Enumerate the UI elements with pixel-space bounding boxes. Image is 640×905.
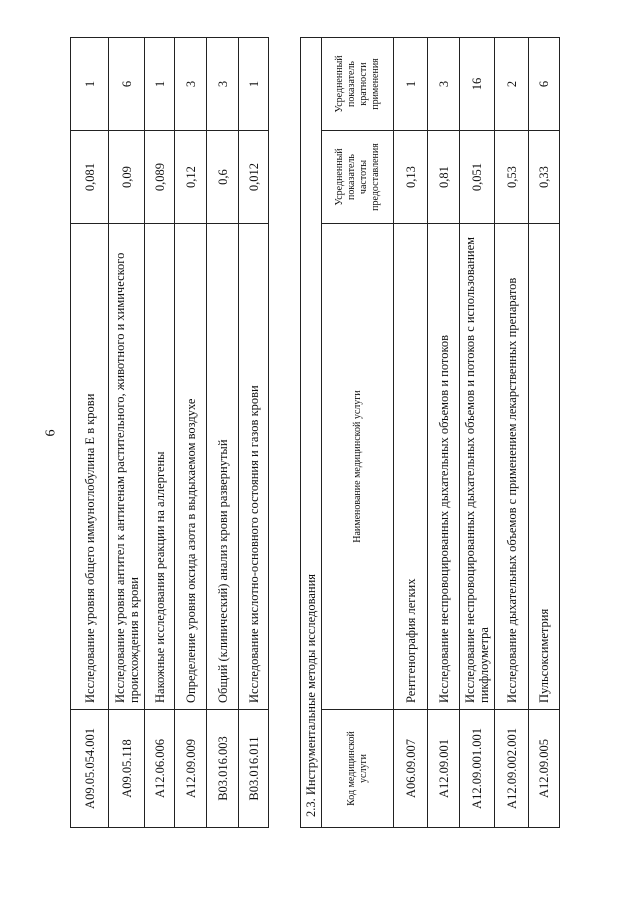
multiplicity-value: 1 [145, 38, 175, 131]
service-name: Накожные исследования реакции на аллергены [145, 224, 175, 710]
frequency-value: 0,09 [109, 131, 145, 224]
table-row [428, 37, 460, 827]
frequency-value: 0,53 [495, 131, 529, 224]
service-name: Исследование уровня антител к антигенам растительного, животного и химического происхождения в крови [109, 224, 145, 710]
frequency-value: 0,012 [239, 131, 269, 224]
frequency-value: 0,33 [529, 131, 560, 224]
multiplicity-value: 3 [428, 37, 460, 130]
multiplicity-value: 6 [109, 38, 145, 131]
service-name: Исследование уровня общего иммуноглобулина Е в крови [71, 224, 109, 710]
frequency-value: 0,6 [207, 131, 239, 224]
service-code: A12.09.001.001 [460, 710, 495, 828]
service-code: A06.09.007 [394, 710, 428, 828]
table-row [71, 38, 109, 828]
table-row [394, 37, 428, 827]
service-code: A12.06.006 [145, 710, 175, 828]
service-code: B03.016.003 [207, 710, 239, 828]
service-code: A12.09.005 [529, 710, 560, 828]
table-row [109, 38, 145, 828]
service-name: Исследование неспровоцированных дыхательных объемов и потоков с использованием пикфлоуметра [460, 224, 495, 710]
multiplicity-value: 1 [239, 38, 269, 131]
section-title: 2.3. Инструментальные методы исследования [301, 37, 322, 827]
multiplicity-value: 3 [175, 38, 207, 131]
service-code: B03.016.011 [239, 710, 269, 828]
multiplicity-value: 2 [495, 37, 529, 130]
service-name: Пульсоксиметрия [529, 224, 560, 710]
table-row [145, 38, 175, 828]
service-name: Общий (клинический) анализ крови развернутый [207, 224, 239, 710]
frequency-value: 0,081 [71, 131, 109, 224]
service-name: Исследование неспровоцированных дыхательных объемов и потоков [428, 224, 460, 710]
table-row [529, 37, 560, 827]
service-name: Рентгенография легких [394, 224, 428, 710]
service-code: A09.05.118 [109, 710, 145, 828]
service-name: Определение уровня оксида азота в выдыхаемом воздухе [175, 224, 207, 710]
service-code: A12.09.002.001 [495, 710, 529, 828]
frequency-value: 0,051 [460, 131, 495, 224]
frequency-value: 0,13 [394, 131, 428, 224]
multiplicity-value: 1 [71, 38, 109, 131]
frequency-value: 0,81 [428, 131, 460, 224]
services-table-1 [70, 37, 269, 828]
service-name: Исследование кислотно-основного состояния и газов крови [239, 224, 269, 710]
multiplicity-value: 1 [394, 37, 428, 130]
section-title-row [301, 37, 322, 827]
service-code: A12.09.001 [428, 710, 460, 828]
frequency-value: 0,089 [145, 131, 175, 224]
services-table-2 [300, 37, 560, 828]
service-code: A12.09.009 [175, 710, 207, 828]
table-row [207, 38, 239, 828]
table-continued [70, 38, 268, 828]
table-row [175, 38, 207, 828]
header-name: Наименование медицинской услуги [322, 224, 394, 710]
service-code: A09.05.054.001 [71, 710, 109, 828]
multiplicity-value: 3 [207, 38, 239, 131]
table-header-row [322, 37, 394, 827]
frequency-value: 0,12 [175, 131, 207, 224]
multiplicity-value: 6 [529, 37, 560, 130]
instrumental-methods-section [300, 38, 572, 828]
page-number: 6 [43, 429, 59, 437]
header-code: Код медицинской услуги [322, 710, 394, 828]
table-row [460, 37, 495, 827]
service-name: Исследование дыхательных объемов с применением лекарственных препаратов [495, 224, 529, 710]
header-frequency: Усредненный показатель частоты предоставления [322, 131, 394, 224]
header-multiplicity: Усредненный показатель кратности применения [322, 37, 394, 130]
multiplicity-value: 16 [460, 37, 495, 130]
table-row [239, 38, 269, 828]
table-row [495, 37, 529, 827]
